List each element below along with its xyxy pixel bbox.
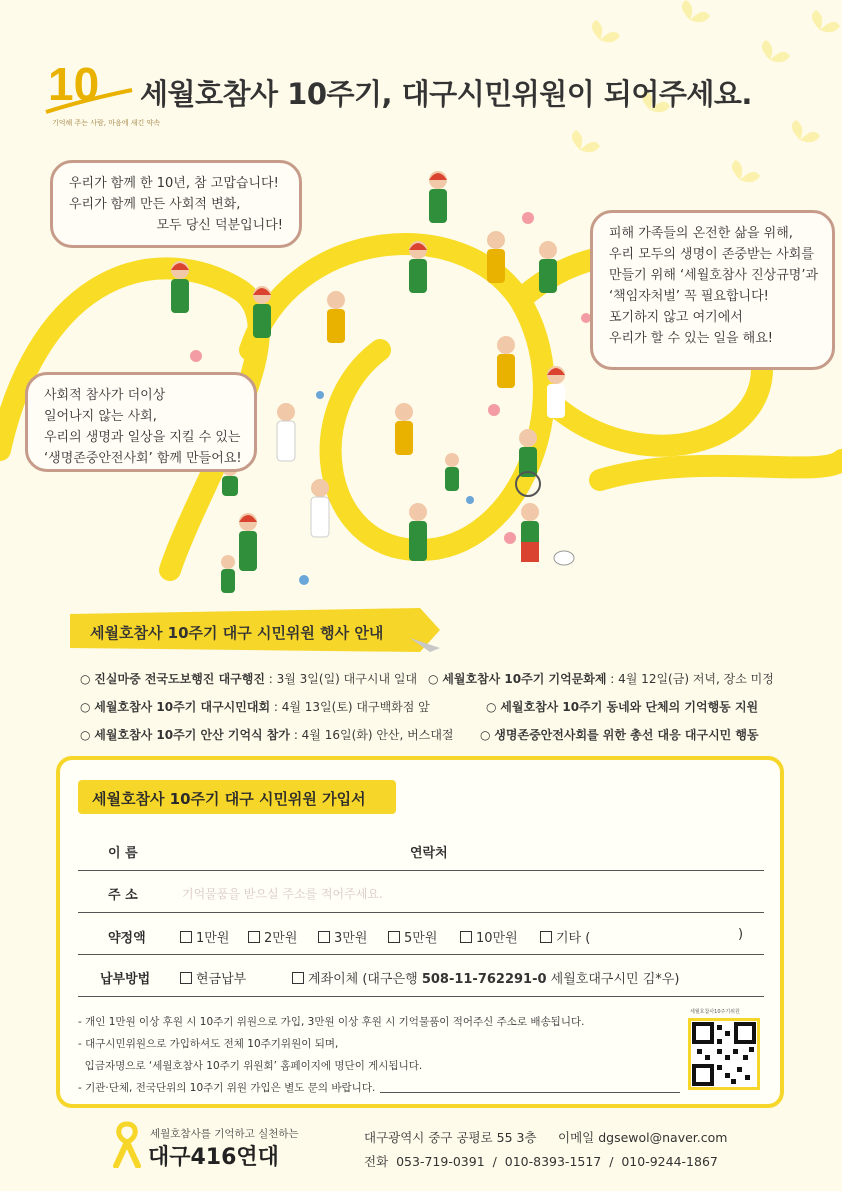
contact-field[interactable] [470, 836, 750, 862]
form-note: - 기관·단체, 전국단위의 10주기 위원 가입은 별도 문의 바랍니다. [78, 1082, 376, 1094]
pledge-option-50000[interactable]: 5만원 [388, 927, 437, 946]
checkbox[interactable] [460, 931, 472, 943]
yellow-ribbon-icon [110, 1120, 144, 1168]
pledge-option-10000[interactable]: 1만원 [180, 927, 229, 946]
checkbox[interactable] [180, 972, 192, 984]
row-divider [78, 912, 764, 913]
speech-bubble-thanks [50, 160, 302, 248]
pledge-label: 약정액 [108, 931, 146, 946]
speech-bubble-truth [590, 210, 835, 370]
event-item: ○ 세월호참사 10주기 동네와 단체의 기억행동 지원 [486, 700, 759, 714]
event-item: ○ 세월호참사 10주기 대구시민대회 : 4월 13일(토) 대구백화점 앞 [80, 700, 430, 714]
address-field[interactable]: 기억물품을 받으실 주소를 적어주세요. [182, 887, 383, 901]
bubble-line: ‘책임자처벌’ 꼭 필요합니다! [609, 289, 769, 304]
payment-cash-option[interactable]: 현금납부 [180, 968, 246, 987]
name-label: 이 름 [108, 846, 138, 861]
logo-caption: 기억해 주는 사람, 마음에 새긴 약속 [52, 119, 161, 127]
bubble-line: 우리 모두의 생명이 존중받는 사회를 [609, 247, 814, 262]
checkbox[interactable] [180, 931, 192, 943]
bubble-line: 모두 당신 덕분입니다! [156, 218, 283, 233]
bubble-line: 우리가 함께 한 10년, 참 고맙습니다! [69, 176, 279, 191]
underline [380, 1092, 680, 1093]
row-divider [78, 996, 764, 997]
name-field[interactable] [160, 836, 390, 862]
event-item: ○ 세월호참사 10주기 기억문화제 : 4월 12일(금) 저녁, 장소 미정 [428, 672, 774, 686]
row-divider [78, 954, 764, 955]
bubble-line: 우리의 생명과 일상을 지킬 수 있는 [44, 430, 241, 445]
page-title: 세월호참사 10주기, 대구시민위원이 되어주세요. [140, 77, 752, 111]
form-note: - 개인 1만원 이상 후원 시 10주기 위원으로 가입, 3만원 이상 후원 시 기억물품이 적어주신 주소로 배송됩니다. [78, 1016, 585, 1028]
svg-text:10: 10 [48, 58, 100, 110]
bubble-line: ‘생명존중안전사회’ 함께 만들어요! [44, 451, 242, 466]
events-title: 세월호참사 10주기 대구 시민위원 행사 안내 [90, 624, 384, 642]
footer-address: 대구광역시 중구 공평로 55 3층 [364, 1130, 537, 1145]
checkbox[interactable] [248, 931, 260, 943]
bubble-line: 일어나지 않는 사회, [44, 409, 157, 424]
bubble-line: 사회적 참사가 더이상 [44, 388, 166, 403]
speech-bubble-safety [25, 372, 257, 472]
pledge-option-20000[interactable]: 2만원 [248, 927, 297, 946]
form-title: 세월호참사 10주기 대구 시민위원 가입서 [92, 790, 366, 808]
checkbox[interactable] [540, 931, 552, 943]
event-item: ○ 생명존중안전사회를 위한 총선 대응 대구시민 행동 [480, 728, 759, 742]
pledge-option-100000[interactable]: 10만원 [460, 927, 518, 946]
event-item: ○ 세월호참사 10주기 안산 기억식 참가 : 4월 16일(화) 안산, 버스대절 [80, 728, 454, 742]
pledge-option-30000[interactable]: 3만원 [318, 927, 367, 946]
event-item: ○ 진실마중 전국도보행진 대구행진 : 3월 3일(일) 대구시내 일대 [80, 672, 418, 686]
footer-email[interactable]: 이메일 dgsewol@naver.com [558, 1130, 728, 1145]
qr-label: 세월호참사10주기위원 [690, 1009, 740, 1015]
bubble-line: 포기하지 않고 여기에서 [609, 310, 743, 325]
address-label: 주 소 [108, 888, 138, 903]
contact-label: 연락처 [410, 846, 448, 861]
checkbox[interactable] [318, 931, 330, 943]
bubble-line: 우리가 할 수 있는 일을 해요! [609, 331, 774, 346]
checkbox[interactable] [292, 972, 304, 984]
footer-phone: 전화 053-719-0391 / 010-8393-1517 / 010-9244-1867 [364, 1154, 718, 1169]
pledge-option-other[interactable]: 기타 ( [540, 927, 590, 946]
payment-transfer-option[interactable]: 계좌이체 (대구은행 508-11-762291-0 세월호대구시민 김*우) [292, 968, 679, 987]
row-divider [78, 870, 764, 871]
pledge-other-close: ) [738, 927, 744, 942]
bubble-line: 우리가 함께 만든 사회적 변화, [69, 197, 241, 212]
org-tagline: 세월호참사를 기억하고 실천하는 [150, 1128, 299, 1140]
qr-code-icon[interactable] [688, 1018, 760, 1090]
payment-label: 납부방법 [100, 972, 151, 987]
form-note: - 대구시민위원으로 가입하셔도 전체 10주기위원이 되며, [78, 1038, 339, 1050]
bubble-line: 피해 가족들의 온전한 삶을 위해, [609, 226, 793, 241]
checkbox[interactable] [388, 931, 400, 943]
form-note: 입금자명으로 ‘세월호참사 10주기 위원회’ 홈페이지에 명단이 게시됩니다. [78, 1060, 423, 1072]
org-name: 대구416연대 [148, 1145, 279, 1170]
bubble-line: 만들기 위해 ‘세월호참사 진상규명’과 [609, 268, 819, 283]
